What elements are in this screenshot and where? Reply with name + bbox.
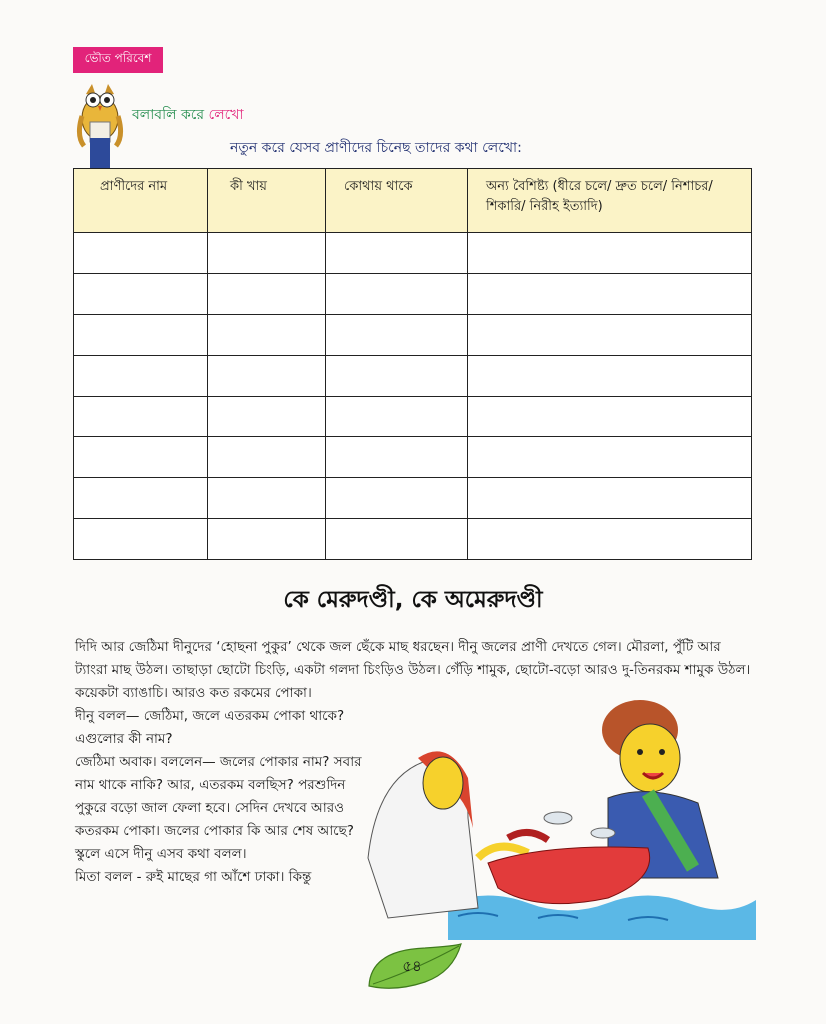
table-cell: [326, 437, 468, 478]
table-cell: [468, 519, 752, 560]
table-row: [74, 519, 752, 560]
table-cell: [326, 478, 468, 519]
table-cell: [74, 396, 208, 437]
table-row: [74, 478, 752, 519]
column-header-where-it-lives: কোথায় থাকে: [326, 169, 468, 233]
table-cell: [74, 478, 208, 519]
table-cell: [468, 273, 752, 314]
table-cell: [74, 273, 208, 314]
story-paragraph: স্কুলে এসে দীনু এসব কথা বলল।: [75, 846, 247, 862]
page-number: ৫৪: [402, 957, 422, 975]
section-tag: ভৌত পরিবেশ: [73, 47, 163, 73]
table-cell: [74, 519, 208, 560]
table-cell: [208, 396, 326, 437]
table-cell: [326, 355, 468, 396]
table-body: [74, 233, 752, 560]
table-cell: [326, 519, 468, 560]
table-row: [74, 355, 752, 396]
table-row: [74, 396, 752, 437]
table-cell: [208, 233, 326, 274]
activity-instruction: নতুন করে যেসব প্রাণীদের চিনেছ তাদের কথা লেখো:: [230, 140, 522, 156]
column-header-what-it-eats: কী খায়: [208, 169, 326, 233]
story-paragraph: জেঠিমা অবাক। বললেন— জলের পোকার নাম? সবার নাম থাকে নাকি? আর, এতরকম বলছিস? পরশুদিন পুকুরে বড়ো জাল ফেলা হবে। সেদিন দেখবে আরও কতরকম পোকা। জলের পোকার কি আর শেষ আছে?: [75, 754, 362, 839]
table-cell: [74, 437, 208, 478]
column-header-other-features: অন্য বৈশিষ্ট্য (ধীরে চলে/ দ্রুত চলে/ নিশাচর/ শিকারি/ নিরীহ ইত্যাদি): [468, 169, 752, 233]
story-paragraph: দিদি আর জেঠিমা দীনুদের ‘হোছনা পুকুর’ থেকে জল ছেঁকে মাছ ধরছেন। দীনু জলের প্রাণী দেখতে গেল। মৌরলা, পুঁটি আর ট্যাংরা মাছ উঠল। তাছাড়া ছোটো চিংড়ি, একটা গলদা চিংড়িও উঠল। গেঁড়ি শামুক, ছোটো-বড়ো আরও দু-তিনরকম শামুক উঠল। কয়েকটা ব্যাঙাচি। আরও কত রকমের পোকা।: [75, 639, 751, 701]
table-cell: [326, 233, 468, 274]
story-paragraph: এগুলোর কী নাম?: [75, 731, 173, 747]
column-header-animal-name: প্রাণীদের নাম: [74, 169, 208, 233]
owl-mascot-illustration: [72, 76, 128, 172]
activity-title: [132, 103, 244, 127]
section-heading: কে মেরুদণ্ডী, কে অমেরুদণ্ডী: [283, 587, 543, 613]
table-row: [74, 314, 752, 355]
table-cell: [208, 314, 326, 355]
table-cell: [74, 314, 208, 355]
fishing-women-illustration: [348, 678, 756, 940]
table-cell: [468, 314, 752, 355]
table-cell: [208, 355, 326, 396]
table-cell: [208, 478, 326, 519]
table-cell: [468, 355, 752, 396]
table-cell: [468, 233, 752, 274]
table-cell: [208, 437, 326, 478]
table-cell: [326, 273, 468, 314]
table-cell: [326, 396, 468, 437]
table-row: [74, 437, 752, 478]
table-cell: [468, 437, 752, 478]
table-cell: [468, 396, 752, 437]
story-paragraph: দীনু বলল— জেঠিমা, জলে এতরকম পোকা থাকে?: [75, 708, 345, 724]
activity-title-part1: বলাবলি করে: [132, 107, 209, 123]
table-cell: [208, 273, 326, 314]
table-header-row: [74, 169, 752, 233]
table-cell: [326, 314, 468, 355]
table-row: [74, 233, 752, 274]
activity-title-part2: লেখো: [208, 107, 244, 123]
table-cell: [208, 519, 326, 560]
animal-worksheet-table: [73, 168, 752, 560]
table-cell: [74, 233, 208, 274]
table-row: [74, 273, 752, 314]
table-cell: [74, 355, 208, 396]
table-cell: [468, 478, 752, 519]
story-paragraph: মিতা বলল - রুই মাছের গা আঁশে ঢাকা। কিন্তু: [75, 869, 312, 885]
